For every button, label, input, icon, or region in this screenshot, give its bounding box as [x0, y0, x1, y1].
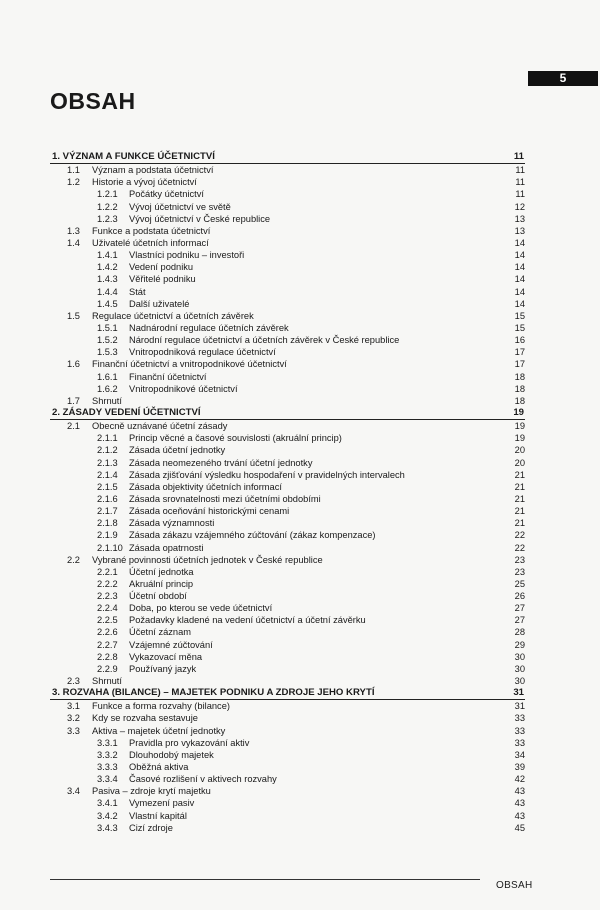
- toc-entry-title: 3. ROZVAHA (BILANCE) – MAJETEK PODNIKU A ZDROJE JEHO KRYTÍ: [52, 687, 375, 699]
- toc-entry-page: 14: [514, 298, 525, 309]
- toc-entry-title: Funkce a podstata účetnictví: [92, 225, 211, 236]
- toc-entry-number: 3.3.1: [97, 737, 118, 748]
- toc-entry-title: Zásada oceňování historickými cenami: [129, 506, 290, 517]
- toc-entry[interactable]: [50, 261, 525, 273]
- toc-entry[interactable]: [50, 322, 525, 334]
- toc-entry-number: 3.2: [67, 713, 80, 724]
- toc-entry[interactable]: [50, 432, 525, 444]
- toc-entry-number: 2.1.1: [97, 433, 118, 444]
- toc-entry-page: 30: [514, 676, 525, 687]
- toc-entry-title: Účetní jednotka: [129, 566, 194, 577]
- page-number-badge: 5: [528, 71, 598, 86]
- toc-entry-number: 3.3.4: [97, 774, 118, 785]
- toc-entry-title: Dlouhodobý majetek: [129, 749, 214, 760]
- toc-entry-title: Zásada významnosti: [129, 518, 215, 529]
- table-of-contents: [50, 151, 525, 834]
- toc-entry-title: Oběžná aktiva: [129, 762, 189, 773]
- toc-entry-title: Vývoj účetnictví v České republice: [129, 213, 271, 224]
- toc-entry-page: 16: [514, 335, 525, 346]
- toc-entry-page: 21: [514, 481, 525, 492]
- toc-entry-number: 2.1.4: [97, 469, 118, 480]
- toc-entry-title: Aktiva – majetek účetní jednotky: [92, 725, 226, 736]
- toc-entry-page: 28: [514, 627, 525, 638]
- toc-entry-number: 1.5.3: [97, 347, 118, 358]
- toc-entry[interactable]: [50, 444, 525, 456]
- toc-entry-page: 33: [514, 713, 525, 724]
- toc-entry-number: 1.6.1: [97, 371, 118, 382]
- toc-entry-page: 18: [514, 395, 525, 406]
- toc-entry-page: 22: [514, 542, 525, 553]
- toc-entry-page: 15: [514, 322, 525, 333]
- toc-entry-title: Shrnutí: [92, 676, 122, 687]
- toc-entry-page: 39: [514, 762, 525, 773]
- toc-entry-title: Používaný jazyk: [129, 663, 197, 674]
- toc-entry-number: 3.4: [67, 786, 80, 797]
- toc-entry-page: 11: [515, 189, 525, 200]
- toc-entry[interactable]: [50, 590, 525, 602]
- toc-entry[interactable]: [50, 761, 525, 773]
- toc-entry[interactable]: [50, 773, 525, 785]
- toc-entry-title: Akruální princip: [129, 578, 194, 589]
- toc-entry[interactable]: [50, 785, 525, 797]
- toc-entry-title: Pravidla pro vykazování aktiv: [129, 737, 250, 748]
- toc-entry-title: Princip věcné a časové souvislosti (akruální princip): [129, 433, 342, 444]
- toc-entry-page: 27: [514, 615, 525, 626]
- toc-entry-page: 30: [514, 651, 525, 662]
- toc-entry-page: 13: [514, 225, 525, 236]
- toc-entry-title: Účetní období: [129, 591, 187, 602]
- toc-entry[interactable]: [50, 225, 525, 237]
- toc-entry-title: Další uživatelé: [129, 298, 190, 309]
- toc-entry-page: 14: [514, 250, 525, 261]
- toc-entry[interactable]: [50, 675, 525, 687]
- toc-entry[interactable]: [50, 358, 525, 370]
- toc-entry[interactable]: [50, 395, 525, 407]
- toc-entry-page: 23: [514, 554, 525, 565]
- toc-entry-title: Doba, po kterou se vede účetnictví: [129, 603, 273, 614]
- toc-entry-page: 14: [514, 274, 525, 285]
- toc-entry-page: 31: [514, 701, 525, 712]
- toc-entry[interactable]: [50, 481, 525, 493]
- toc-entry-title: Vlastníci podniku – investoři: [129, 250, 245, 261]
- toc-entry-title: Počátky účetnictví: [129, 189, 204, 200]
- toc-entry-page: 33: [514, 737, 525, 748]
- toc-entry-number: 1.5.1: [97, 322, 118, 333]
- toc-entry[interactable]: [50, 578, 525, 590]
- toc-entry-title: Národní regulace účetnictví a účetních závěrek v České republice: [129, 335, 400, 346]
- toc-entry-page: 27: [514, 603, 525, 614]
- toc-entry-number: 1.1: [67, 165, 80, 176]
- toc-entry[interactable]: [50, 188, 525, 200]
- toc-entry-page: 42: [514, 774, 525, 785]
- toc-entry-title: Finanční účetnictví: [129, 371, 207, 382]
- toc-entry[interactable]: [50, 346, 525, 358]
- toc-entry-page: 12: [514, 201, 525, 212]
- toc-entry-title: Regulace účetnictví a účetních závěrek: [92, 310, 254, 321]
- toc-entry-title: Věřitelé podniku: [129, 274, 196, 285]
- toc-entry[interactable]: [50, 749, 525, 761]
- toc-entry-number: 1.3: [67, 225, 80, 236]
- toc-entry-title: Vnitropodnikové účetnictví: [129, 383, 238, 394]
- toc-entry-number: 2.1.7: [97, 506, 118, 517]
- toc-entry-number: 2.2.6: [97, 627, 118, 638]
- toc-chapter[interactable]: [50, 151, 525, 164]
- toc-entry[interactable]: [50, 602, 525, 614]
- toc-entry-number: 1.2.2: [97, 201, 118, 212]
- toc-entry-title: Vnitropodniková regulace účetnictví: [129, 347, 276, 358]
- toc-entry[interactable]: [50, 797, 525, 809]
- toc-entry-page: 22: [514, 530, 525, 541]
- toc-entry-title: Zásada zjišťování výsledku hospodaření v pravidelných intervalech: [129, 469, 405, 480]
- toc-entry[interactable]: [50, 810, 525, 822]
- toc-entry-number: 1.4.3: [97, 274, 118, 285]
- toc-entry-title: Vymezení pasiv: [129, 798, 195, 809]
- toc-entry-number: 2.1.5: [97, 481, 118, 492]
- page-title: OBSAH: [50, 88, 136, 114]
- toc-entry[interactable]: [50, 554, 525, 566]
- toc-entry-page: 25: [514, 578, 525, 589]
- toc-entry-title: Cizí zdroje: [129, 822, 173, 833]
- toc-entry-page: 20: [514, 445, 525, 456]
- toc-entry[interactable]: [50, 614, 525, 626]
- toc-entry-title: Vlastní kapitál: [129, 810, 187, 821]
- toc-entry-title: Zásada účetní jednotky: [129, 445, 226, 456]
- toc-entry-number: 2.2.2: [97, 578, 118, 589]
- toc-entry-page: 43: [514, 810, 525, 821]
- toc-entry-page: 19: [514, 433, 525, 444]
- toc-entry[interactable]: [50, 176, 525, 188]
- toc-entry-number: 1.2.1: [97, 189, 118, 200]
- toc-entry-page: 21: [514, 493, 525, 504]
- toc-entry-number: 2.1.2: [97, 445, 118, 456]
- toc-entry-number: 2.1.10: [97, 542, 123, 553]
- toc-entry[interactable]: [50, 213, 525, 225]
- toc-entry-page: 21: [514, 518, 525, 529]
- toc-entry-title: Stát: [129, 286, 146, 297]
- toc-entry-number: 2.2.3: [97, 591, 118, 602]
- toc-entry[interactable]: [50, 457, 525, 469]
- toc-entry[interactable]: [50, 201, 525, 213]
- toc-chapter[interactable]: [50, 407, 525, 420]
- toc-entry-number: 2.1.9: [97, 530, 118, 541]
- footer-divider: [50, 879, 480, 880]
- toc-entry-number: 2.1: [67, 421, 80, 432]
- toc-entry-number: 2.2: [67, 554, 80, 565]
- toc-entry-number: 2.1.3: [97, 457, 118, 468]
- toc-entry[interactable]: [50, 505, 525, 517]
- toc-entry-page: 14: [514, 237, 525, 248]
- toc-entry-title: Funkce a forma rozvahy (bilance): [92, 701, 230, 712]
- toc-entry-number: 3.3.2: [97, 749, 118, 760]
- toc-entry[interactable]: [50, 626, 525, 638]
- toc-entry-title: Finanční účetnictví a vnitropodnikové účetnictví: [92, 359, 287, 370]
- toc-entry-title: Vybrané povinnosti účetních jednotek v České republice: [92, 554, 323, 565]
- toc-entry[interactable]: [50, 469, 525, 481]
- toc-entry-number: 2.2.9: [97, 663, 118, 674]
- toc-entry-number: 3.4.1: [97, 798, 118, 809]
- toc-entry-title: Vývoj účetnictví ve světě: [129, 201, 231, 212]
- toc-entry-title: Význam a podstata účetnictví: [92, 165, 214, 176]
- toc-entry-page: 30: [514, 663, 525, 674]
- toc-entry[interactable]: [50, 286, 525, 298]
- toc-entry-page: 20: [514, 457, 525, 468]
- toc-entry-number: 1.2.3: [97, 213, 118, 224]
- toc-entry-number: 2.1.6: [97, 493, 118, 504]
- toc-entry[interactable]: [50, 420, 525, 432]
- toc-entry-page: 11: [515, 165, 525, 176]
- toc-entry[interactable]: [50, 737, 525, 749]
- toc-entry[interactable]: [50, 700, 525, 712]
- toc-entry-title: Zásada neomezeného trvání účetní jednotky: [129, 457, 313, 468]
- toc-entry-page: 31: [513, 687, 524, 699]
- toc-entry[interactable]: [50, 493, 525, 505]
- toc-entry[interactable]: [50, 725, 525, 737]
- toc-entry[interactable]: [50, 371, 525, 383]
- footer-label: OBSAH: [496, 880, 533, 891]
- toc-entry[interactable]: [50, 334, 525, 346]
- toc-entry-title: Obecně uznávané účetní zásady: [92, 421, 228, 432]
- toc-entry-number: 1.4.1: [97, 250, 118, 261]
- toc-entry-title: Uživatelé účetních informací: [92, 237, 209, 248]
- toc-entry-page: 11: [515, 177, 525, 188]
- toc-entry-title: Účetní záznam: [129, 627, 192, 638]
- toc-entry-number: 1.5: [67, 310, 80, 321]
- toc-entry-title: Zásada srovnatelnosti mezi účetními obdobími: [129, 493, 321, 504]
- toc-entry-title: Požadavky kladené na vedení účetnictví a účetní závěrku: [129, 615, 366, 626]
- toc-chapter[interactable]: [50, 687, 525, 700]
- toc-entry-number: 1.4.5: [97, 298, 118, 309]
- toc-entry[interactable]: [50, 517, 525, 529]
- toc-entry[interactable]: [50, 566, 525, 578]
- toc-entry-number: 3.4.2: [97, 810, 118, 821]
- toc-entry-title: Shrnutí: [92, 395, 122, 406]
- toc-entry-page: 14: [514, 262, 525, 273]
- toc-entry-title: Zásada objektivity účetních informací: [129, 481, 282, 492]
- toc-entry-page: 18: [514, 371, 525, 382]
- toc-entry[interactable]: [50, 822, 525, 834]
- toc-entry-page: 45: [514, 822, 525, 833]
- toc-entry-number: 3.3: [67, 725, 80, 736]
- toc-entry-page: 23: [514, 566, 525, 577]
- toc-entry-title: Časové rozlišení v aktivech rozvahy: [129, 774, 277, 785]
- toc-entry-number: 3.4.3: [97, 822, 118, 833]
- toc-entry-number: 1.2: [67, 177, 80, 188]
- toc-entry[interactable]: [50, 237, 525, 249]
- toc-entry-title: Vzájemné zúčtování: [129, 639, 213, 650]
- toc-entry-number: 2.2.7: [97, 639, 118, 650]
- toc-entry-number: 1.5.2: [97, 335, 118, 346]
- toc-entry-title: 1. VÝZNAM A FUNKCE ÚČETNICTVÍ: [52, 151, 215, 162]
- toc-entry-page: 33: [514, 725, 525, 736]
- toc-entry-title: Historie a vývoj účetnictví: [92, 177, 197, 188]
- toc-entry-number: 2.2.4: [97, 603, 118, 614]
- toc-entry-page: 21: [514, 469, 525, 480]
- toc-entry-page: 26: [514, 591, 525, 602]
- toc-entry-title: Nadnárodní regulace účetních závěrek: [129, 322, 289, 333]
- toc-entry-page: 14: [514, 286, 525, 297]
- toc-entry-title: Vedení podniku: [129, 262, 194, 273]
- toc-entry[interactable]: [50, 663, 525, 675]
- toc-entry[interactable]: [50, 639, 525, 651]
- toc-entry[interactable]: [50, 249, 525, 261]
- toc-entry[interactable]: [50, 529, 525, 541]
- toc-entry-number: 2.2.8: [97, 651, 118, 662]
- toc-entry[interactable]: [50, 310, 525, 322]
- toc-entry-number: 3.1: [67, 701, 80, 712]
- toc-entry-page: 34: [514, 749, 525, 760]
- toc-entry[interactable]: [50, 712, 525, 724]
- toc-entry-number: 2.2.5: [97, 615, 118, 626]
- toc-entry-number: 1.4.2: [97, 262, 118, 273]
- toc-entry-page: 13: [514, 213, 525, 224]
- toc-entry[interactable]: [50, 651, 525, 663]
- toc-entry-number: 2.2.1: [97, 566, 118, 577]
- toc-entry-number: 1.6.2: [97, 383, 118, 394]
- toc-entry-number: 2.1.8: [97, 518, 118, 529]
- toc-entry-title: Vykazovací měna: [129, 651, 203, 662]
- toc-entry-page: 21: [514, 506, 525, 517]
- toc-entry-number: 2.3: [67, 676, 80, 687]
- toc-entry-page: 15: [514, 310, 525, 321]
- toc-entry-number: 1.4: [67, 237, 80, 248]
- toc-entry-number: 1.7: [67, 395, 80, 406]
- toc-entry-title: Zásada opatrnosti: [129, 542, 204, 553]
- toc-entry-page: 19: [513, 406, 524, 418]
- toc-entry-page: 43: [514, 798, 525, 809]
- toc-entry-page: 17: [514, 347, 525, 358]
- toc-entry-number: 1.4.4: [97, 286, 118, 297]
- toc-entry[interactable]: [50, 298, 525, 310]
- toc-entry[interactable]: [50, 383, 525, 395]
- toc-entry-number: 1.6: [67, 359, 80, 370]
- toc-entry-page: 19: [514, 421, 525, 432]
- toc-entry[interactable]: [50, 273, 525, 285]
- toc-entry-page: 29: [514, 639, 525, 650]
- toc-entry[interactable]: [50, 164, 525, 176]
- toc-entry-title: 2. ZÁSADY VEDENÍ ÚČETNICTVÍ: [52, 406, 201, 418]
- toc-entry-page: 17: [514, 359, 525, 370]
- toc-entry-title: Kdy se rozvaha sestavuje: [92, 713, 198, 724]
- toc-entry-page: 11: [513, 151, 524, 162]
- toc-entry-title: Pasiva – zdroje krytí majetku: [92, 786, 211, 797]
- toc-entry[interactable]: [50, 542, 525, 554]
- toc-entry-page: 18: [514, 383, 525, 394]
- toc-entry-title: Zásada zákazu vzájemného zúčtování (zákaz kompenzace): [129, 530, 376, 541]
- toc-entry-page: 43: [514, 786, 525, 797]
- toc-entry-number: 3.3.3: [97, 762, 118, 773]
